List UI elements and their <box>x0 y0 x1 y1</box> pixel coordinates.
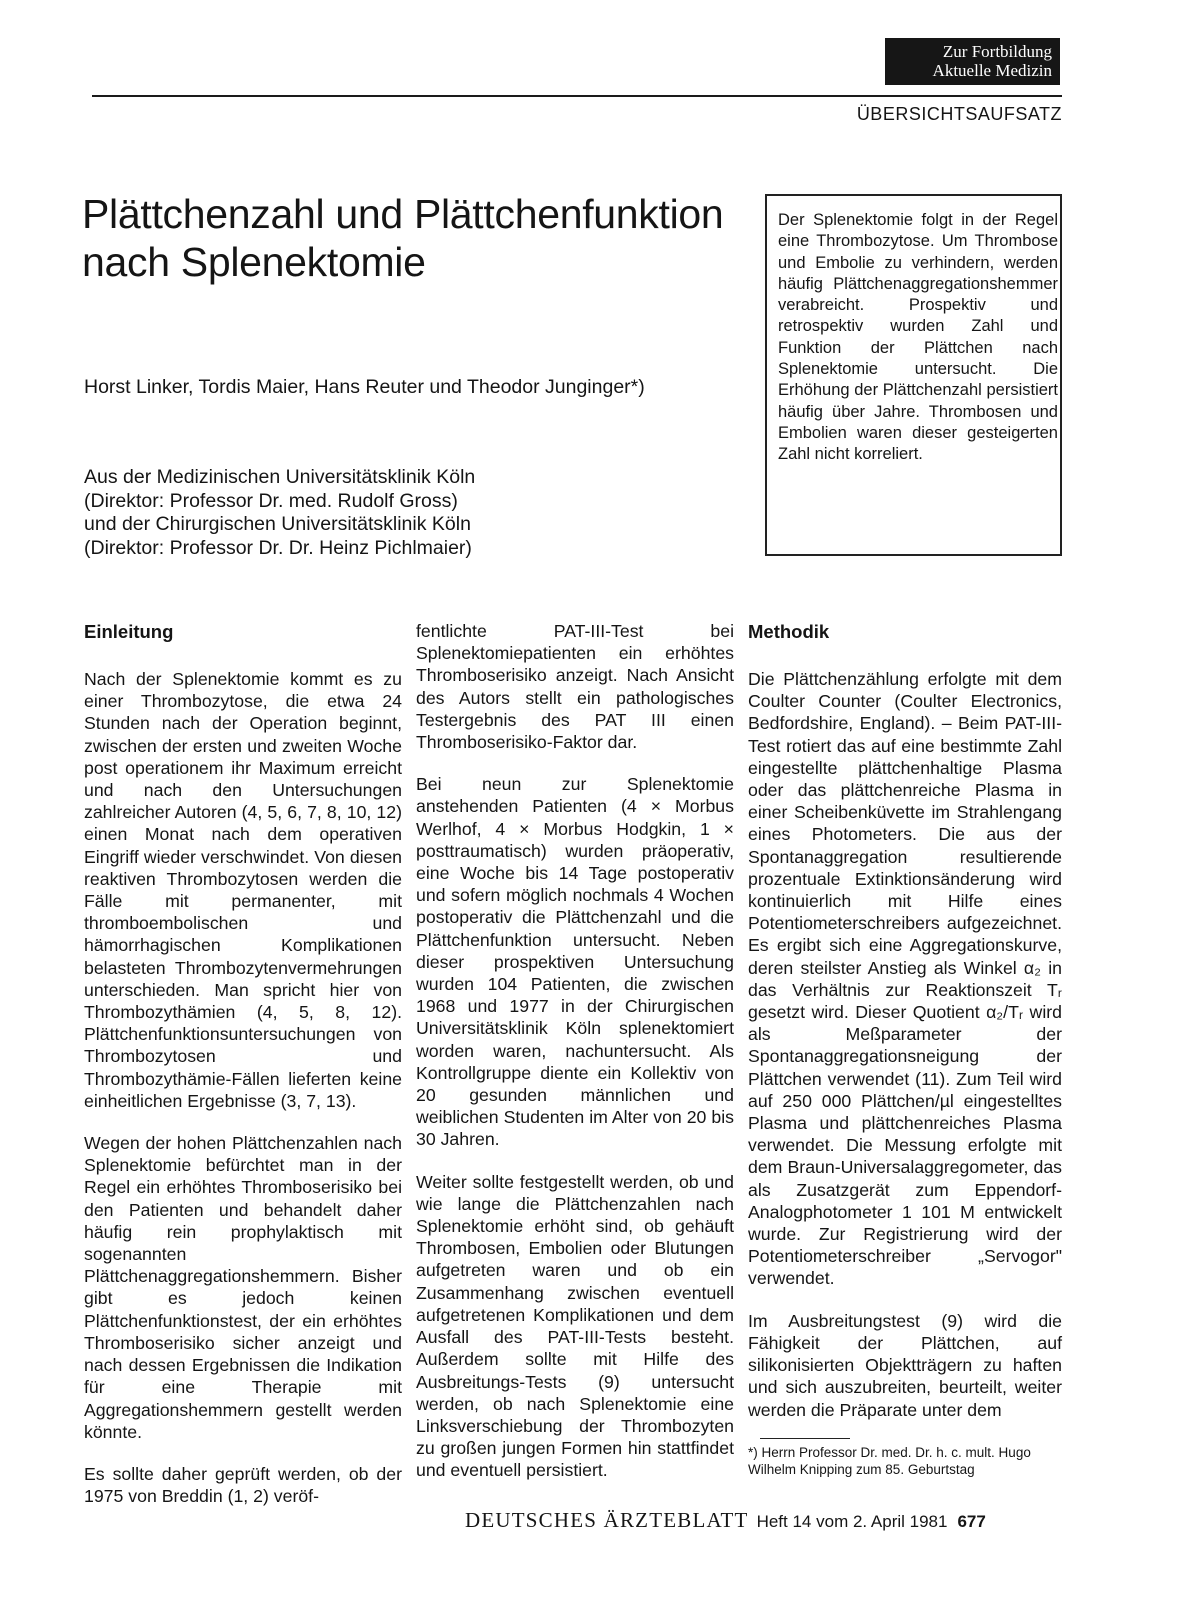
paragraph: Wegen der hohen Plättchenzahlen nach Splenektomie befürchtet man in der Regel ein erhöhtes Thromboserisiko bei den Patienten und behandelt daher häufig rein prophylaktisch mit sogenannten Plättchenaggregationshemmern. Bisher gibt es jedoch keinen Plättchenfunktionstest, der ein erhöhtes Thromboserisiko sicher anzeigt und nach dessen Ergebnissen die Indikation für eine Therapie mit Aggregationshemmern gestellt werden könnte. <box>84 1133 402 1442</box>
badge-line-1: Zur Fortbildung <box>942 42 1052 61</box>
paragraph: Nach der Splenektomie kommt es zu einer Thrombozytose, die etwa 24 Stunden nach der Operation beginnt, zwischen der ersten und zweiten Woche post operationem ihr Maximum erreicht und nach den Untersuchungen zahlreicher Autoren (4, 5, 6, 7, 8, 10, 12) einen Monat nach dem operativen Eingriff wieder verschwindet. Von diesen reaktiven Thrombozytosen werden die Fälle mit permanenter, mit thromboembolischen und hämorrhagischen Komplikationen belasteten Thrombozytenvermehrungen unterschieden. Man spricht hier von Thrombozythämien (4, 5, 8, 12). Plättchenfunktionsuntersuchungen von Thrombozytosen und Thrombozythämie-Fällen lieferten keine einheitlichen Ergebnisse (3, 7, 13). <box>84 669 402 1111</box>
paragraph: Im Ausbreitungstest (9) wird die Fähigkeit der Plättchen, auf silikonisierten Objektträgern zu haften und sich auszubreiten, beurteilt, weiter werden die Präparate unter dem <box>748 1310 1062 1420</box>
text-column-2 <box>416 620 734 1502</box>
paragraph: Es sollte daher geprüft werden, ob der 1975 von Breddin (1, 2) veröf- <box>84 1463 402 1507</box>
paragraph: Die Plättchenzählung erfolgte mit dem Coulter Counter (Coulter Electronics, Bedfordshire, England). – Beim PAT-III-Test rotiert das auf eine bestimmte Zahl eingestellte plättchenhaltige Plasma oder das plättchenreiche Plasma in einer Scheibenküvette im Strahlengang eines Photometers. Die aus der Spontanaggregation resultierende prozentuale Extinktionsänderung wird kontinuierlich mit Hilfe eines Potentiometerschreibers aufgezeichnet. Es ergibt sich eine Aggregationskurve, deren steilster Anstieg als Winkel α₂ in das Verhältnis zur Reaktionszeit Tᵣ gesetzt wird. Dieser Quotient α₂/Tᵣ wird als Meßparameter der Spontanaggregationsneigung der Plättchen verwendet (11). Zum Teil wird auf 250 000 Plättchen/µl eingestelltes Plasma und plättchenreiches Plasma verwendet. Die Messung erfolgte mit dem Braun-Universalaggregometer, das als Zusatzgerät zum Eppendorf-Analogphotometer 1 101 M entwickelt wurde. Zur Registrierung wird der Potentiometerschreiber „Servogor" verwendet. <box>748 669 1062 1289</box>
section-label: ÜBERSICHTSAUFSATZ <box>856 104 1062 124</box>
affiliation-line: und der Chirurgischen Universitätsklinik Köln <box>84 513 471 535</box>
paragraph: Bei neun zur Splenektomie anstehenden Patienten (4 × Morbus Werlhof, 4 × Morbus Hodgkin, 1 × posttraumatisch) wurden präoperativ, eine Woche bis 14 Tage postoperativ und sofern möglich nochmals 4 Wochen postoperativ die Plättchenzahl und die Plättchenfunktion untersucht. Neben dieser prospektiven Untersuchung wurden 104 Patienten, die zwischen 1968 und 1977 in der Chirurgischen Universitätsklinik Köln splenektomiert worden waren, nachuntersucht. Als Kontrollgruppe diente ein Kollektiv von 20 gesunden männlichen und weiblichen Studenten im Alter von 20 bis 30 Jahren. <box>416 774 734 1150</box>
text-column-3 <box>748 620 1062 1441</box>
affiliation-block <box>84 466 744 560</box>
affiliation-line: Aus der Medizinischen Universitätsklinik Köln <box>84 466 476 488</box>
text-column-1 <box>84 620 402 1527</box>
footnote-rule <box>760 1438 850 1439</box>
category-badge <box>885 38 1060 85</box>
page-number: 677 <box>957 1512 986 1531</box>
section-heading-einleitung: Einleitung <box>84 621 174 642</box>
journal-name: DEUTSCHES ÄRZTEBLATT <box>465 1508 749 1532</box>
issue-info: Heft 14 vom 2. April 1981 <box>756 1512 948 1531</box>
affiliation-line: (Direktor: Professor Dr. Dr. Heinz Pichlmaier) <box>84 536 472 559</box>
article-title: Plättchenzahl und Plättchenfunktion nach Splenektomie <box>82 191 724 285</box>
header-rule <box>92 95 1062 97</box>
page-footer <box>465 1508 1065 1533</box>
paragraph: fentlichte PAT-III-Test bei Splenektomiepatienten ein erhöhtes Thromboserisiko anzeigt. Nach Ansicht des Autors stellt ein pathologisches Testergebnis des PAT III einen Thromboserisiko-Faktor dar. <box>416 621 734 753</box>
author-list: Horst Linker, Tordis Maier, Hans Reuter und Theodor Junginger*) <box>84 376 645 398</box>
paragraph: Weiter sollte festgestellt werden, ob und wie lange die Plättchenzahlen nach Splenektomie erhöht sind, ob gehäuft Thrombosen, Embolien oder Blutungen aufgetreten waren und ob ein Zusammenhang zwischen eventuell aufgetretenen Komplikationen und dem Ausfall des PAT-III-Tests besteht. Außerdem sollte mit Hilfe des Ausbreitungs-Tests (9) untersucht werden, ob nach Splenektomie eine Linksverschiebung der Thrombozyten zu großen jungen Formen hin stattfindet und eventuell persistiert. <box>416 1171 734 1481</box>
section-heading-methodik: Methodik <box>748 621 830 642</box>
badge-line-2: Aktuelle Medizin <box>932 61 1052 80</box>
abstract-text: Der Splenektomie folgt in der Regel eine Thrombozytose. Um Thrombose und Embolie zu verhindern, werden häufig Plättchenaggregationshemmer verabreicht. Prospektiv und retrospektiv wurden Zahl und Funktion der Plättchen nach Splenektomie untersucht. Die Erhöhung der Plättchenzahl persistiert häufig über Jahre. Thrombosen und Embolien waren dieser gesteigerten Zahl nicht korreliert. <box>778 211 1058 464</box>
footnote: *) Herrn Professor Dr. med. Dr. h. c. mult. Hugo Wilhelm Knipping zum 85. Geburtstag <box>748 1445 1031 1477</box>
affiliation-line: (Direktor: Professor Dr. med. Rudolf Gross) <box>84 489 458 512</box>
